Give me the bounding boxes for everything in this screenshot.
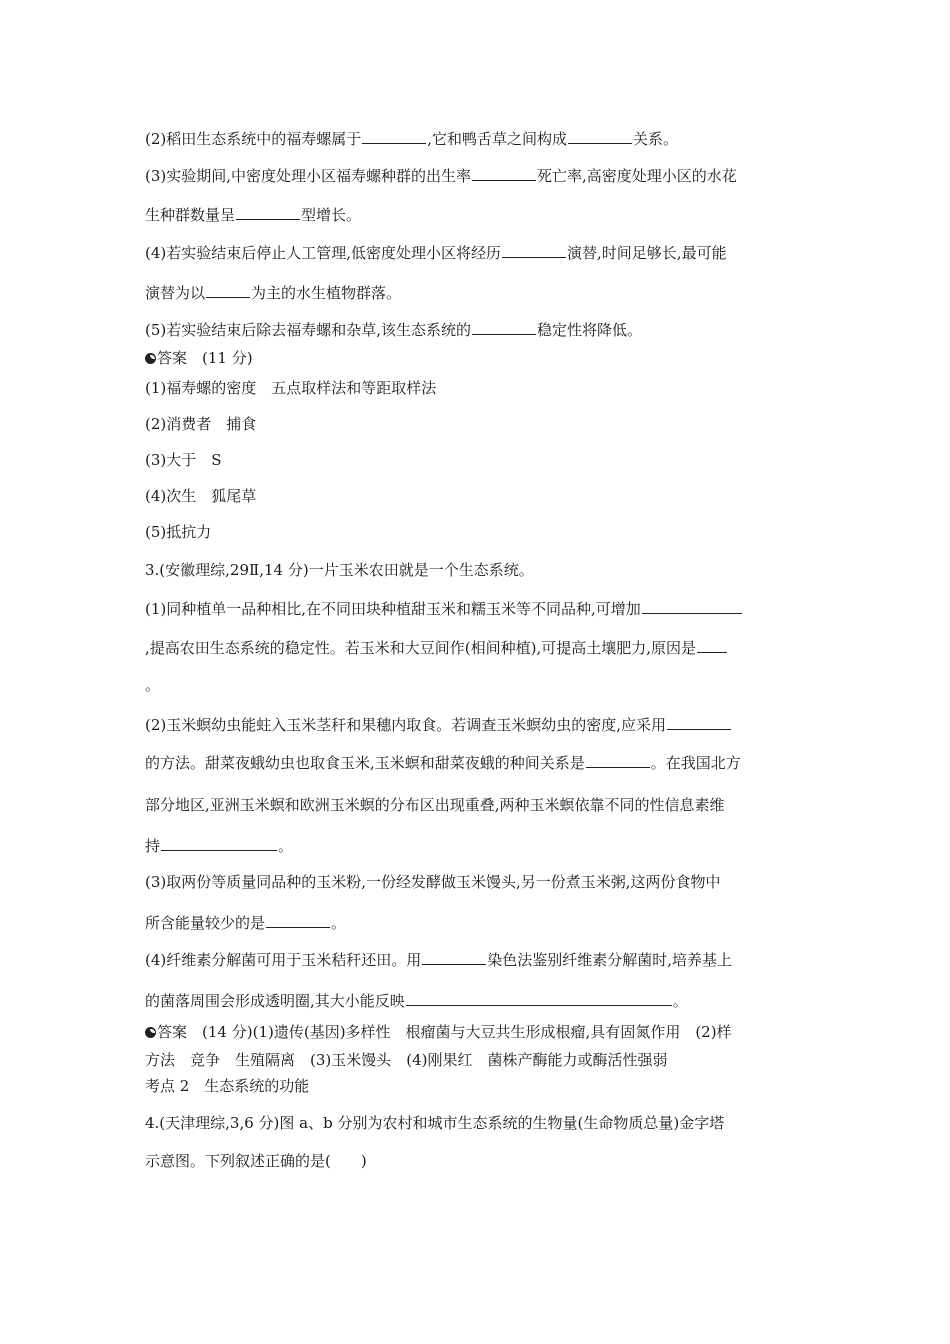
section-heading: 考点 2 生态系统的功能 xyxy=(145,1077,310,1095)
q3-sub4-line2: 的菌落周围会形成透明圈,其大小能反映 。 xyxy=(145,992,688,1010)
answer-blank[interactable] xyxy=(472,319,536,335)
q3-sub3-line2: 所含能量较少的是 。 xyxy=(145,914,347,932)
answer-blank[interactable] xyxy=(206,282,250,298)
answer-blank[interactable] xyxy=(568,128,632,144)
q3-sub1-line2: ,提高农田生态系统的稳定性。若玉米和大豆间作(相间种植),可提高土壤肥力,原因是 xyxy=(145,637,728,658)
answer-blank[interactable] xyxy=(667,714,731,730)
q3-sub4-line1: (4)纤维素分解菌可用于玉米秸秆还田。用 染色法鉴别纤维素分解菌时,培养基上 xyxy=(145,951,733,969)
answer-blank[interactable] xyxy=(422,949,486,965)
question-4-line1: 4.(天津理综,3,6 分)图 a、b 分别为农村和城市生态系统的生物量(生命物质总量)金字塔 xyxy=(145,1114,725,1132)
q3-sub2-line2: 的方法。甜菜夜蛾幼虫也取食玉米,玉米螟和甜菜夜蛾的种间关系是 。在我国北方 xyxy=(145,754,741,772)
answer-3-line2: 方法 竞争 生殖隔离 (3)玉米馒头 (4)刚果红 菌株产酶能力或酶活性强弱 xyxy=(145,1051,668,1069)
answer-blank[interactable] xyxy=(362,128,426,144)
answer-blank[interactable] xyxy=(406,990,672,1006)
q3-sub1-line3: 。 xyxy=(145,676,161,694)
q3-sub2-line1: (2)玉米螟幼虫能蛀入玉米茎秆和果穗内取食。若调查玉米螟幼虫的密度,应采用 xyxy=(145,714,732,735)
answer-icon xyxy=(145,353,156,364)
answer-line: (3)大于 S xyxy=(145,451,222,469)
q3-sub2-line4: 持 。 xyxy=(145,837,294,855)
answer-blank[interactable] xyxy=(161,835,277,851)
answer-blank[interactable] xyxy=(642,598,742,614)
q2-sub4-line2: 演替为以 为主的水生植物群落。 xyxy=(145,284,402,302)
answer-line: (4)次生 狐尾草 xyxy=(145,487,257,505)
answer-heading: 答案 (11 分) xyxy=(145,348,253,368)
q2-sub3-line2: 生种群数量呈 型增长。 xyxy=(145,206,362,224)
question-4-line2: 示意图。下列叙述正确的是( ) xyxy=(145,1152,367,1170)
answer-blank[interactable] xyxy=(697,637,727,653)
q2-sub3-line1: (3)实验期间,中密度处理小区福寿螺种群的出生率 死亡率,高密度处理小区的水花 xyxy=(145,167,737,185)
answer-blank[interactable] xyxy=(266,912,330,928)
q2-sub5: (5)若实验结束后除去福寿螺和杂草,该生态系统的 稳定性将降低。 xyxy=(145,321,643,339)
q2-sub2: (2)稻田生态系统中的福寿螺属于 ,它和鸭舌草之间构成 关系。 xyxy=(145,130,679,148)
answer-icon xyxy=(145,1027,156,1038)
q3-sub1-line1: (1)同种植单一品种相比,在不同田块种植甜玉米和糯玉米等不同品种,可增加 xyxy=(145,598,743,619)
answer-line: (5)抵抗力 xyxy=(145,523,212,541)
answer-blank[interactable] xyxy=(236,204,300,220)
question-3-heading: 3.(安徽理综,29Ⅱ,14 分)一片玉米农田就是一个生态系统。 xyxy=(145,561,534,579)
answer-blank[interactable] xyxy=(502,242,566,258)
answer-line: (2)消费者 捕食 xyxy=(145,415,257,433)
answer-blank[interactable] xyxy=(586,752,650,768)
answer-line: (1)福寿螺的密度 五点取样法和等距取样法 xyxy=(145,379,437,397)
answer-3-line1: 答案 (14 分)(1)遗传(基因)多样性 根瘤菌与大豆共生形成根瘤,具有固氮作用 (2)样 xyxy=(145,1022,732,1042)
q3-sub3-line1: (3)取两份等质量同品种的玉米粉,一份经发酵做玉米馒头,另一份煮玉米粥,这两份食物中 xyxy=(145,873,721,891)
answer-blank[interactable] xyxy=(472,165,536,181)
q2-sub4-line1: (4)若实验结束后停止人工管理,低密度处理小区将经历 演替,时间足够长,最可能 xyxy=(145,244,727,262)
q3-sub2-line3: 部分地区,亚洲玉米螟和欧洲玉米螟的分布区出现重叠,两种玉米螟依靠不同的性信息素维 xyxy=(145,796,725,814)
